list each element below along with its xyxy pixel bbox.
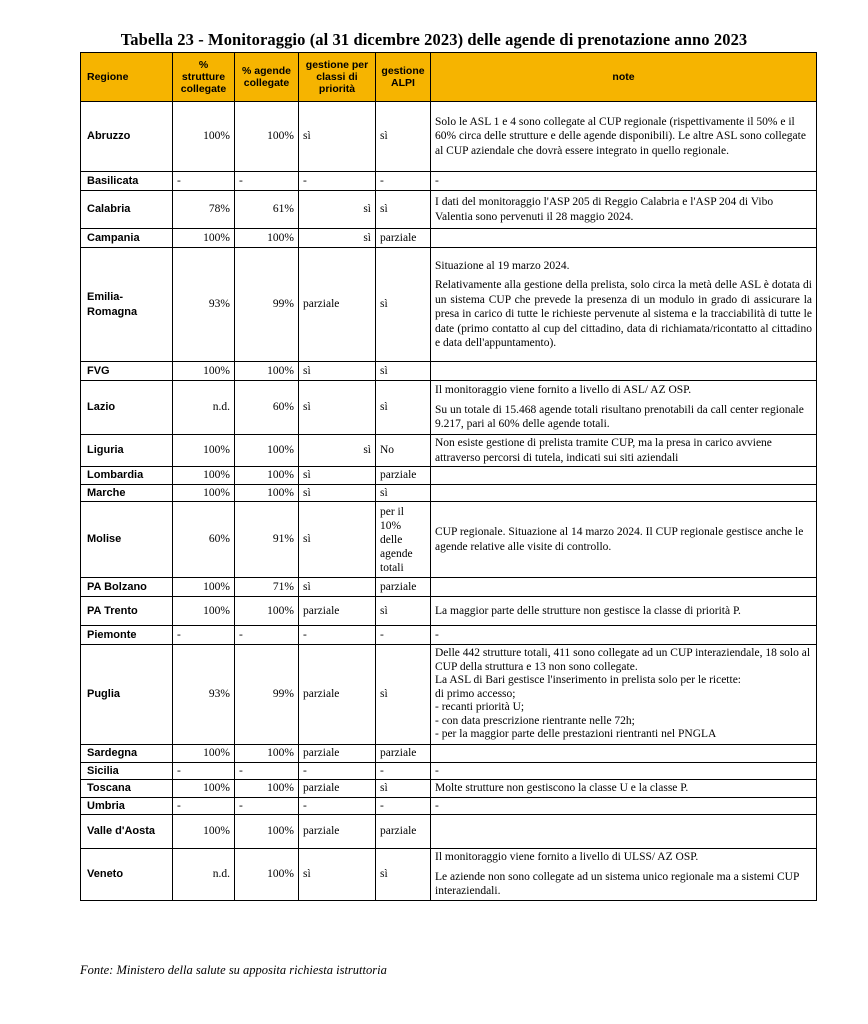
monitoring-table xyxy=(80,52,817,901)
cell-priorita: sì xyxy=(299,191,376,229)
table-row xyxy=(81,467,817,485)
cell-regione: FVG xyxy=(81,362,173,381)
cell-alpi: sì xyxy=(376,597,431,626)
cell-note xyxy=(431,578,817,597)
cell-alpi: - xyxy=(376,797,431,815)
cell-regione: Abruzzo xyxy=(81,102,173,172)
cell-note xyxy=(431,597,817,626)
cell-priorita: - xyxy=(299,762,376,780)
table-row xyxy=(81,362,817,381)
cell-alpi: sì xyxy=(376,484,431,502)
table-row xyxy=(81,745,817,763)
cell-agende: 99% xyxy=(235,645,299,745)
cell-agende: 100% xyxy=(235,815,299,849)
cell-alpi: per il 10% delle agende totali xyxy=(376,502,431,578)
cell-regione: Valle d'Aosta xyxy=(81,815,173,849)
cell-agende: 100% xyxy=(235,467,299,485)
cell-priorita: - xyxy=(299,626,376,645)
table-row xyxy=(81,484,817,502)
cell-priorita: sì xyxy=(299,578,376,597)
cell-strutture: 100% xyxy=(173,745,235,763)
cell-note xyxy=(431,645,817,745)
cell-agende: 60% xyxy=(235,381,299,435)
cell-strutture: 100% xyxy=(173,780,235,798)
cell-alpi: parziale xyxy=(376,815,431,849)
cell-note xyxy=(431,102,817,172)
cell-priorita: parziale xyxy=(299,597,376,626)
table-body xyxy=(81,102,817,901)
cell-regione: Veneto xyxy=(81,849,173,901)
cell-alpi: - xyxy=(376,172,431,191)
cell-alpi: - xyxy=(376,762,431,780)
cell-regione: Piemonte xyxy=(81,626,173,645)
note-paragraph: CUP regionale. Situazione al 14 marzo 2024. Il CUP regionale gestisce anche le agende relative alle visite di controllo. xyxy=(435,526,804,553)
cell-strutture: 100% xyxy=(173,435,235,467)
cell-alpi: - xyxy=(376,626,431,645)
cell-strutture: - xyxy=(173,797,235,815)
cell-strutture: 93% xyxy=(173,645,235,745)
cell-alpi: sì xyxy=(376,191,431,229)
note-paragraph: I dati del monitoraggio l'ASP 205 di Reggio Calabria e l'ASP 204 di Vibo Valentia sono pervenuti il 28 maggio 2024. xyxy=(435,196,774,223)
cell-regione: Toscana xyxy=(81,780,173,798)
cell-alpi: No xyxy=(376,435,431,467)
cell-note xyxy=(431,381,817,435)
cell-strutture: - xyxy=(173,626,235,645)
cell-regione: Campania xyxy=(81,229,173,248)
cell-strutture: 100% xyxy=(173,362,235,381)
table-row xyxy=(81,762,817,780)
note-paragraph: Il monitoraggio viene fornito a livello di ASL/ AZ OSP. xyxy=(435,384,692,397)
cell-priorita: sì xyxy=(299,435,376,467)
cell-agende: 91% xyxy=(235,502,299,578)
cell-agende: 61% xyxy=(235,191,299,229)
cell-note xyxy=(431,172,817,191)
table-row xyxy=(81,435,817,467)
cell-note xyxy=(431,362,817,381)
note-paragraph: - xyxy=(435,764,439,777)
table-row xyxy=(81,381,817,435)
table-row xyxy=(81,248,817,362)
cell-strutture: 100% xyxy=(173,229,235,248)
cell-alpi: sì xyxy=(376,248,431,362)
table-row xyxy=(81,849,817,901)
cell-agende: - xyxy=(235,626,299,645)
cell-strutture: 93% xyxy=(173,248,235,362)
cell-regione: Molise xyxy=(81,502,173,578)
cell-note xyxy=(431,248,817,362)
header-strutture xyxy=(173,53,235,102)
cell-agende: 100% xyxy=(235,362,299,381)
cell-priorita: - xyxy=(299,172,376,191)
table-row xyxy=(81,626,817,645)
note-paragraph: Delle 442 strutture totali, 411 sono collegate ad un CUP interaziendale, 18 solo al CUP della struttura e 13 non sono collegate. La ASL di Bari gestisce l'inserimento in prelista solo per le ricette: di primo accesso; - recanti priorità U; - con data prescrizione rientrante nelle 72h; - per la maggior parte delle prestazioni rientranti nel PNGLA xyxy=(435,647,811,741)
cell-alpi: sì xyxy=(376,102,431,172)
cell-alpi: parziale xyxy=(376,467,431,485)
cell-strutture: 100% xyxy=(173,102,235,172)
cell-regione: PA Trento xyxy=(81,597,173,626)
cell-priorita: parziale xyxy=(299,645,376,745)
cell-regione: Umbria xyxy=(81,797,173,815)
note-paragraph: - xyxy=(435,628,439,641)
cell-agende: 99% xyxy=(235,248,299,362)
cell-agende: 100% xyxy=(235,849,299,901)
cell-priorita: sì xyxy=(299,381,376,435)
cell-note xyxy=(431,191,817,229)
table-header-row xyxy=(81,53,817,102)
note-paragraph: Non esiste gestione di prelista tramite CUP, ma la presa in carico avviene attraverso percorsi di tutela, indicati sui siti aziendali xyxy=(435,437,772,464)
note-paragraph: Situazione al 19 marzo 2024. xyxy=(435,259,570,272)
table-row xyxy=(81,102,817,172)
cell-agende: 100% xyxy=(235,435,299,467)
table-row xyxy=(81,578,817,597)
cell-strutture: 100% xyxy=(173,597,235,626)
header-agende: % agende collegate xyxy=(235,53,299,102)
cell-note xyxy=(431,849,817,901)
cell-note xyxy=(431,745,817,763)
cell-priorita: sì xyxy=(299,502,376,578)
cell-priorita: parziale xyxy=(299,248,376,362)
note-paragraph: Relativamente alla gestione della prelista, solo circa la metà delle ASL è dotata di un sistema CUP che prevede la presenza di un modulo in grado di assicurare la presa in carico di tutte le richieste pervenute al sistema e la tracciabilità di tutte le date (primo contatto al cup del cittadino, data di richiamata/ricontatto al cittadino e data dell'appuntamento). xyxy=(435,279,812,349)
cell-alpi: parziale xyxy=(376,745,431,763)
cell-strutture: 100% xyxy=(173,815,235,849)
table-row xyxy=(81,815,817,849)
note-paragraph: - xyxy=(435,799,439,812)
cell-note xyxy=(431,467,817,485)
note-paragraph: - xyxy=(435,174,439,187)
cell-regione: Lombardia xyxy=(81,467,173,485)
source-note: Fonte: Ministero della salute su apposita richiesta istruttoria xyxy=(80,963,387,977)
cell-alpi: sì xyxy=(376,645,431,745)
cell-alpi: parziale xyxy=(376,578,431,597)
table-row xyxy=(81,597,817,626)
cell-note xyxy=(431,502,817,578)
cell-note xyxy=(431,435,817,467)
cell-alpi: sì xyxy=(376,780,431,798)
table-title: Tabella 23 - Monitoraggio (al 31 dicembre 2023) delle agende di prenotazione anno 2023 xyxy=(120,30,748,49)
cell-strutture: 100% xyxy=(173,467,235,485)
note-paragraph: Molte strutture non gestiscono la classe U e la classe P. xyxy=(435,782,689,794)
cell-strutture: n.d. xyxy=(173,381,235,435)
cell-strutture: - xyxy=(173,172,235,191)
cell-regione: Marche xyxy=(81,484,173,502)
cell-strutture: n.d. xyxy=(173,849,235,901)
cell-agende: - xyxy=(235,797,299,815)
cell-alpi: sì xyxy=(376,381,431,435)
cell-alpi: sì xyxy=(376,849,431,901)
cell-regione: Sardegna xyxy=(81,745,173,763)
cell-strutture: 60% xyxy=(173,502,235,578)
cell-note xyxy=(431,797,817,815)
cell-priorita: sì xyxy=(299,484,376,502)
cell-agende: 100% xyxy=(235,102,299,172)
cell-agende: 100% xyxy=(235,780,299,798)
cell-priorita: sì xyxy=(299,362,376,381)
cell-agende: 100% xyxy=(235,484,299,502)
note-paragraph: Le aziende non sono collegate ad un sistema unico regionale ma a sistemi CUP interaziendali. xyxy=(435,870,799,898)
cell-note xyxy=(431,780,817,798)
header-regione: Regione xyxy=(81,53,173,102)
cell-priorita: parziale xyxy=(299,745,376,763)
table-row xyxy=(81,191,817,229)
note-paragraph: La maggior parte delle strutture non gestisce la classe di priorità P. xyxy=(435,604,741,617)
cell-priorita: - xyxy=(299,797,376,815)
cell-priorita: sì xyxy=(299,102,376,172)
cell-regione: Lazio xyxy=(81,381,173,435)
note-paragraph: Solo le ASL 1 e 4 sono collegate al CUP regionale (rispettivamente il 50% e il 60% circa delle strutture e delle agende disponibili). Le altre ASL sono collegate al CUP aziendale che dovrà essere integrato in quello regionale. xyxy=(435,115,806,157)
table-row xyxy=(81,172,817,191)
header-priorita: gestione per classi di priorità xyxy=(299,53,376,102)
cell-regione: Liguria xyxy=(81,435,173,467)
cell-strutture: - xyxy=(173,762,235,780)
cell-regione: Puglia xyxy=(81,645,173,745)
cell-regione: Basilicata xyxy=(81,172,173,191)
cell-note xyxy=(431,762,817,780)
cell-strutture: 78% xyxy=(173,191,235,229)
note-paragraph: Il monitoraggio viene fornito a livello di ULSS/ AZ OSP. xyxy=(435,851,699,864)
cell-regione: Sicilia xyxy=(81,762,173,780)
cell-note xyxy=(431,815,817,849)
cell-agende: 100% xyxy=(235,597,299,626)
cell-priorita: parziale xyxy=(299,780,376,798)
cell-agende: 100% xyxy=(235,745,299,763)
table-row xyxy=(81,780,817,798)
cell-regione: Emilia-Romagna xyxy=(81,248,173,362)
note-paragraph: Su un totale di 15.468 agende totali risultano prenotabili da call center regionale 9.217, pari al 60% delle agende totali. xyxy=(435,403,804,431)
cell-note xyxy=(431,229,817,248)
cell-priorita: sì xyxy=(299,229,376,248)
cell-strutture: 100% xyxy=(173,578,235,597)
header-note: note xyxy=(431,53,817,102)
cell-priorita: sì xyxy=(299,467,376,485)
cell-agende: - xyxy=(235,762,299,780)
header-alpi: gestione ALPI xyxy=(376,53,431,102)
cell-regione: PA Bolzano xyxy=(81,578,173,597)
cell-alpi: parziale xyxy=(376,229,431,248)
cell-note xyxy=(431,484,817,502)
cell-alpi: sì xyxy=(376,362,431,381)
cell-priorita: sì xyxy=(299,849,376,901)
cell-strutture: 100% xyxy=(173,484,235,502)
cell-agende: 100% xyxy=(235,229,299,248)
cell-regione: Calabria xyxy=(81,191,173,229)
table-row xyxy=(81,797,817,815)
cell-agende: - xyxy=(235,172,299,191)
table-row xyxy=(81,502,817,578)
cell-agende: 71% xyxy=(235,578,299,597)
cell-priorita: parziale xyxy=(299,815,376,849)
cell-note xyxy=(431,626,817,645)
table-row xyxy=(81,229,817,248)
table-row xyxy=(81,645,817,745)
header-strutture-label: strutture collegate xyxy=(180,71,227,95)
header-strutture-pct: % xyxy=(198,59,209,71)
